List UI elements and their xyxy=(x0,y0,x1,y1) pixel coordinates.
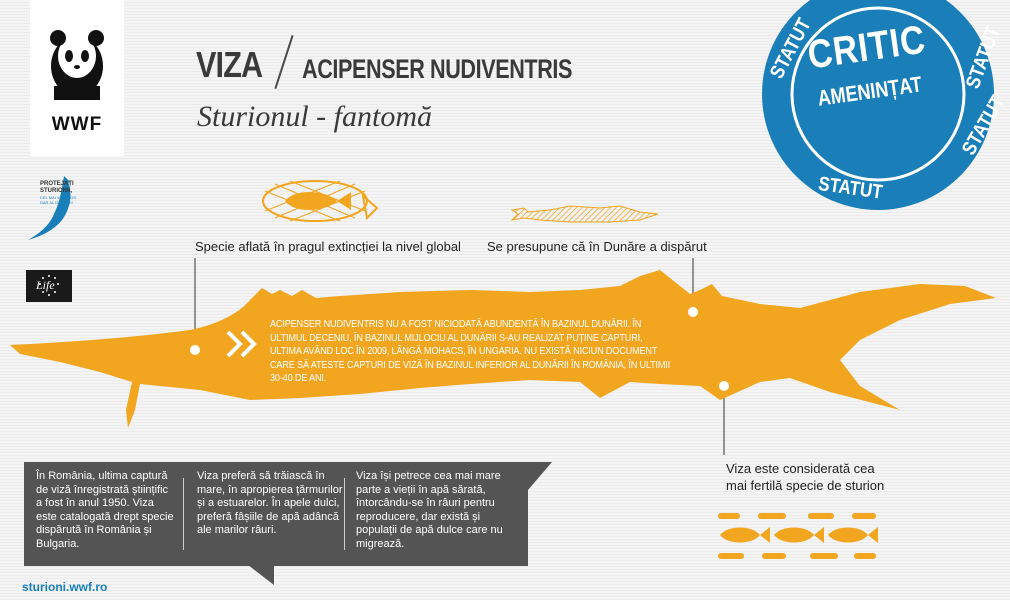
wwf-logo xyxy=(30,0,124,156)
label-extinct: Specie aflată în pragul extincției la nivel global xyxy=(195,239,461,254)
title-divider xyxy=(274,35,293,89)
column-divider xyxy=(344,478,345,550)
page-subtitle: Sturionul - fantomă xyxy=(197,100,433,133)
stamp-statut-label: STATUT xyxy=(816,173,884,204)
wwf-wordmark: WWF xyxy=(51,114,103,135)
website-link[interactable]: sturioni.wwf.ro xyxy=(22,580,108,594)
stamp-statut-label: STATUT xyxy=(958,92,1010,159)
info-column-1: În România, ultima captură de viză înregistrată științific a fost în anul 1950. Viza este catalogată drept specie dispărută în România și Bulgaria. xyxy=(36,470,174,550)
page-title: VIZA xyxy=(196,44,263,85)
status-critic: CRITIC xyxy=(805,17,929,78)
info-column-2: Viza preferă să trăiască în mare, în apropierea țărmurilor și a estuarelor. În apele dulci, preferă fâșiile de apă adâncă ale marilor râuri. xyxy=(197,470,343,536)
column-divider xyxy=(183,478,184,550)
campaign-text: PROTEJAȚI STURIONII, CEL MAI VALOROS DAR AL DUNĂRII! xyxy=(40,181,77,205)
life-wordmark: Life xyxy=(36,278,55,292)
stamp-statut-label: STATUT xyxy=(962,23,1005,92)
info-column-3: Viza își petrece cea mai mare parte a vieții în apă sărată, întorcându-se în râuri pentru reproducere, dar există și populații de apă dulce care nu migrează. xyxy=(356,470,503,550)
stamp-statut-label: STATUT xyxy=(766,15,816,83)
speech-pointer xyxy=(248,565,278,587)
label-fertile: Viza este considerată cea mai fertilă specie de sturion xyxy=(726,461,885,493)
fish-row-icon xyxy=(712,505,892,565)
scientific-name: ACIPENSER NUDIVENTRIS xyxy=(302,54,573,84)
status-amenintat: AMENINȚAT xyxy=(816,71,924,111)
hatched-sturgeon-icon xyxy=(510,200,660,230)
label-danube: Se presupune că în Dunăre a dispărut xyxy=(487,239,707,254)
info-panel-corner xyxy=(528,462,558,492)
main-description: ACIPENSER NUDIVENTRIS NU A FOST NICIODATĂ ABUNDENTĂ ÎN BAZINUL DUNĂRII. ÎN ULTIMUL DECENIU, ÎN BAZINUL MIJLOCIU AL DUNĂRII S-AU REALIZAT PUȚINE CAPTURI, ULTIMA AVÂND LOC ÎN 2009, LÂNGĂ MOHACS, ÎN UNGARIA. NU EXISTĂ NICIUN DOCUMENT CARE SĂ ATESTE CAPTURI DE VIZĂ ÎN BAZINUL INFERIOR AL DUNĂRII ÎN ROMÂNIA, ÎN ULTIMII 30-40 DE ANI. xyxy=(270,318,671,384)
panda-icon xyxy=(30,0,124,110)
fish-net-icon xyxy=(255,178,380,224)
